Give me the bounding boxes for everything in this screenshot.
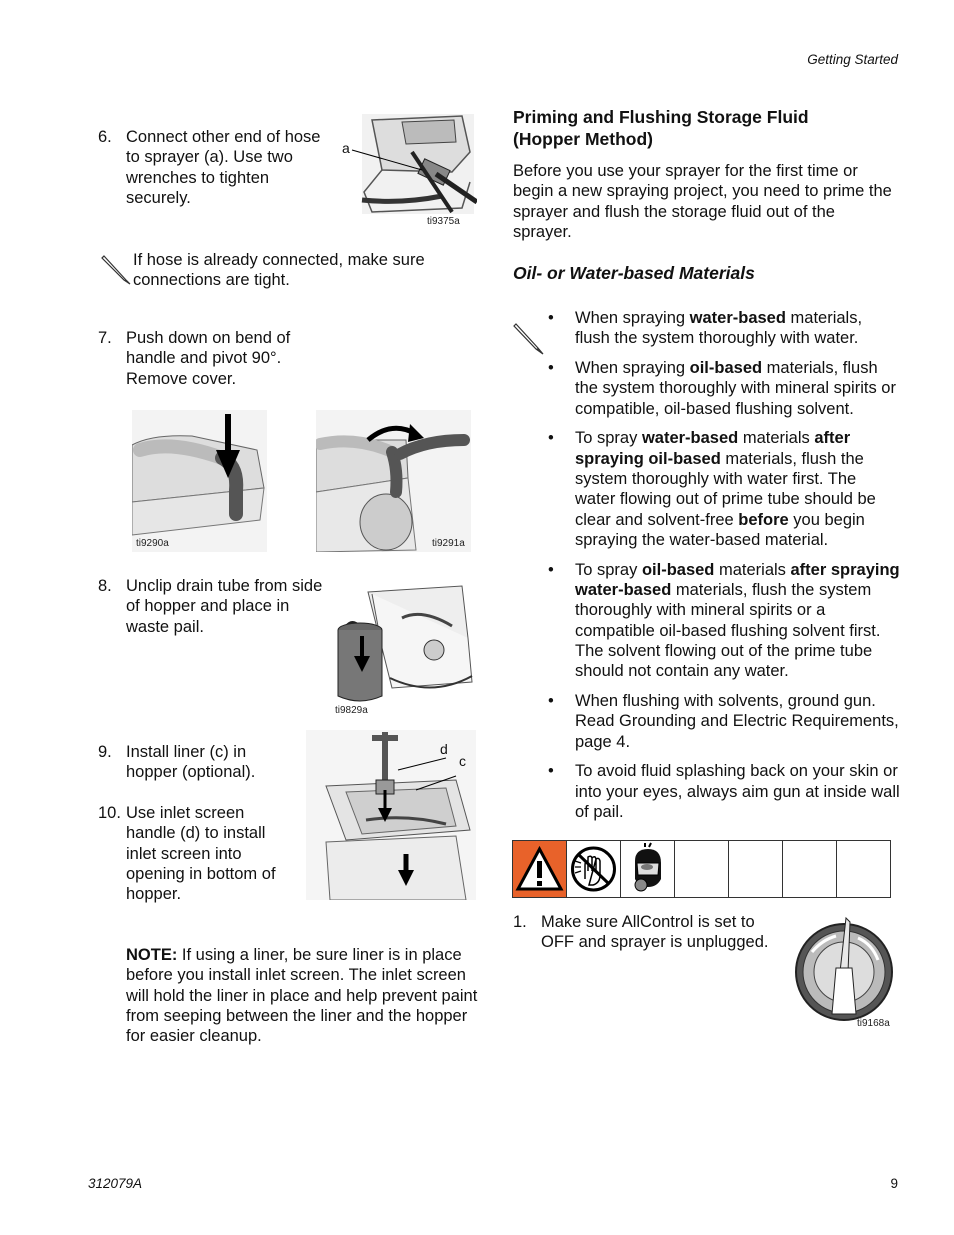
- bullet-item: • To spray oil-based materials after spraying water-based materials, flush the system thoroughly with mineral spirits or a compatible oil-based flushing solvent first. The solvent flowing out of the prime tube should not contain any water.: [548, 560, 900, 681]
- step-7: [98, 328, 328, 389]
- intro-paragraph: Before you use your sprayer for the first time or begin a new spraying project, you need to prime the sprayer and flush the storage fluid out of the sprayer.: [513, 162, 892, 241]
- running-header: Getting Started: [807, 52, 898, 67]
- step-text: Make sure AllControl is set to OFF and sprayer is unplugged.: [541, 913, 769, 952]
- figure-id: ti9375a: [427, 216, 460, 227]
- allcontrol-dial-figure: [792, 912, 896, 1032]
- document-number: 312079A: [88, 1176, 143, 1191]
- face-protection-icon: [621, 841, 675, 898]
- push-handle-figure: [132, 410, 267, 552]
- step-1: [513, 912, 783, 953]
- flushing-bullet-list: [548, 308, 900, 832]
- step-text: Install liner (c) in hopper (optional).: [126, 743, 256, 782]
- note-liner: [126, 945, 482, 1046]
- empty-cell: [837, 841, 891, 898]
- figure-id: ti9829a: [335, 705, 368, 716]
- page-number: 9: [890, 1176, 898, 1191]
- step-8: [98, 576, 328, 637]
- note-pencil-icon: [100, 250, 132, 286]
- step-text: Push down on bend of handle and pivot 90°. Remove cover.: [126, 329, 291, 388]
- step-6: [98, 127, 338, 208]
- callout-d: d: [440, 741, 448, 757]
- pivot-handle-figure: [316, 410, 471, 552]
- note-pencil-icon: [512, 318, 546, 356]
- note-text: If hose is already connected, make sure connections are tight.: [133, 251, 425, 290]
- empty-cell: [729, 841, 783, 898]
- step-number: 1.: [513, 913, 527, 931]
- step-number: 6.: [98, 128, 112, 146]
- subsection-heading: Oil- or Water-based Materials: [513, 263, 755, 283]
- step-number: 9.: [98, 743, 112, 761]
- empty-cell: [675, 841, 729, 898]
- warning-symbols-table: [512, 840, 891, 898]
- bullet-item: • When flushing with solvents, ground gun. Read Grounding and Electric Requirements, page 4.: [548, 692, 899, 751]
- no-spray-hand-icon: [567, 841, 621, 898]
- warning-triangle-icon: [513, 841, 567, 898]
- callout-a: a: [342, 140, 350, 156]
- step-10: [98, 803, 298, 904]
- step-number: 7.: [98, 329, 112, 347]
- drain-tube-pail-figure: [322, 578, 477, 720]
- note-label: NOTE:: [126, 946, 178, 964]
- callout-c: c: [459, 753, 466, 769]
- empty-cell: [783, 841, 837, 898]
- step-number: 8.: [98, 577, 112, 595]
- step-text: Use inlet screen handle (d) to install inlet screen into opening in bottom of hopper.: [126, 804, 276, 904]
- bullet-item: • To spray water-based materials after spraying oil-based materials, flush the system thoroughly with water first. The water flowing out of prime tube should be clear and solvent-free before you begin spraying the water-based material.: [548, 429, 876, 549]
- step-number: 10.: [98, 804, 121, 822]
- figure-id: ti9290a: [136, 538, 169, 549]
- section-heading: Priming and Flushing Storage Fluid (Hopper Method): [513, 107, 809, 149]
- figure-id: ti9291a: [432, 538, 465, 549]
- hose-connection-figure: [342, 112, 477, 230]
- bullet-item: • When spraying water-based materials, flush the system thoroughly with water.: [548, 309, 863, 348]
- bullet-item: • To avoid fluid splashing back on your skin or into your eyes, always aim gun at inside wall of pail.: [548, 762, 900, 822]
- step-9: [98, 742, 298, 783]
- note-body: If using a liner, be sure liner is in place before you install inlet screen. The inlet screen will hold the liner in place and help prevent paint from seeping between the liner and the hopper for easier cleanup.: [126, 946, 478, 1046]
- step-text: Unclip drain tube from side of hopper and place in waste pail.: [126, 577, 323, 636]
- step-text: Connect other end of hose to sprayer (a). Use two wrenches to tighten securely.: [126, 128, 321, 207]
- liner-inlet-screen-figure: [306, 730, 476, 900]
- figure-id: ti9168a: [857, 1018, 890, 1029]
- bullet-item: • When spraying oil-based materials, flush the system thoroughly with mineral spirits or compatible, oil-based flushing solvent.: [548, 359, 896, 418]
